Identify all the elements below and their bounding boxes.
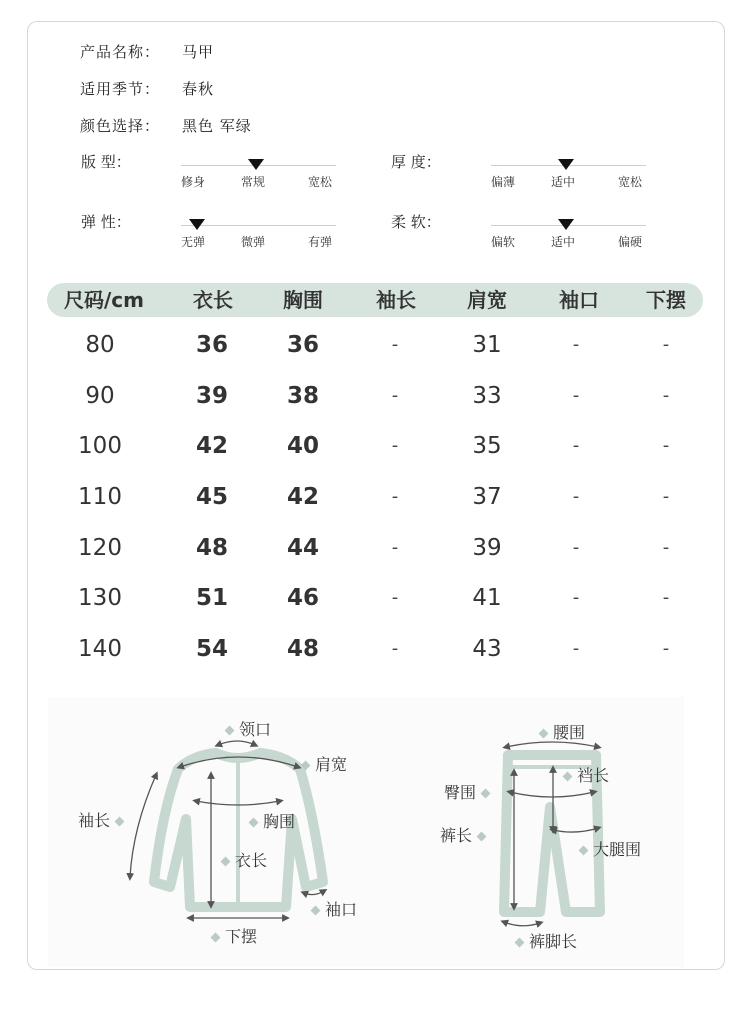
info-value: 春秋	[182, 80, 215, 98]
garment-illustration	[48, 697, 684, 967]
col-header: 肩宽	[467, 288, 507, 312]
scale-tick: 偏薄	[491, 175, 516, 189]
label-chest: 胸围	[244, 809, 295, 832]
col-header: 胸围	[283, 288, 323, 312]
scale-tick: 修身	[181, 175, 206, 189]
scale-elasticity	[81, 211, 351, 251]
scale-softness	[391, 211, 661, 251]
label-length: 衣长	[216, 848, 267, 871]
scale-tick: 宽松	[618, 175, 643, 189]
info-value: 马甲	[182, 43, 215, 61]
label-pants-length: 裤长	[440, 823, 491, 846]
table-cell: 42	[195, 433, 229, 459]
info-season	[80, 78, 214, 99]
label-cuff: 袖口	[306, 897, 357, 920]
scale-tick: 微弹	[241, 235, 266, 249]
measurement-diagram	[48, 697, 684, 967]
table-cell: 31	[472, 332, 502, 358]
table-cell: -	[572, 334, 580, 355]
label-leg-opening: 裤脚长	[510, 929, 577, 952]
table-cell: -	[572, 537, 580, 558]
table-cell: -	[572, 486, 580, 507]
table-cell: 33	[472, 383, 502, 409]
scale-marker	[558, 219, 574, 230]
scale-tick: 适中	[551, 175, 576, 189]
label-shoulder: 肩宽	[296, 752, 347, 775]
size-cell: 120	[78, 535, 122, 561]
scale-label: 弹 性：	[81, 213, 131, 231]
col-header: 袖长	[376, 288, 416, 312]
jacket-icon	[154, 753, 323, 907]
table-cell: -	[391, 435, 399, 456]
info-value: 黑色 军绿	[182, 117, 252, 135]
table-cell: -	[572, 435, 580, 456]
table-cell: -	[391, 486, 399, 507]
table-cell: -	[662, 385, 670, 406]
table-cell: -	[572, 638, 580, 659]
scale-tick: 宽松	[308, 175, 333, 189]
label-hem: 下摆	[206, 924, 257, 947]
scale-tick: 常规	[241, 175, 266, 189]
col-header: 尺码/cm	[64, 288, 144, 312]
table-cell: 36	[195, 332, 229, 358]
table-cell: 39	[195, 383, 229, 409]
info-color	[80, 115, 252, 136]
scale-tick: 适中	[551, 235, 576, 249]
label-sleeve: 袖长	[78, 808, 129, 831]
col-header: 下摆	[646, 288, 686, 312]
label-rise: 裆长	[558, 763, 609, 786]
scale-fit	[81, 151, 351, 191]
table-cell: -	[662, 435, 670, 456]
table-cell: 42	[286, 484, 320, 510]
table-cell: 48	[195, 535, 229, 561]
col-header: 袖口	[559, 288, 599, 312]
table-cell: 46	[286, 585, 320, 611]
scale-marker	[189, 219, 205, 230]
table-cell: 35	[472, 433, 502, 459]
table-cell: 38	[286, 383, 320, 409]
size-cell: 140	[78, 636, 122, 662]
table-cell: -	[391, 537, 399, 558]
table-cell: 43	[472, 636, 502, 662]
table-cell: 40	[286, 433, 320, 459]
scale-tick: 偏软	[491, 235, 516, 249]
table-cell: 45	[195, 484, 229, 510]
table-cell: -	[391, 638, 399, 659]
table-cell: 51	[195, 585, 229, 611]
table-cell: -	[572, 587, 580, 608]
size-table-header	[47, 283, 703, 317]
info-label: 产品名称：	[80, 43, 161, 61]
table-cell: -	[391, 334, 399, 355]
scale-tick: 无弹	[181, 235, 206, 249]
table-cell: -	[662, 638, 670, 659]
scale-label: 柔 软：	[391, 213, 441, 231]
table-cell: -	[572, 385, 580, 406]
table-cell: 44	[286, 535, 320, 561]
label-waist: 腰围	[534, 720, 585, 743]
table-cell: 41	[472, 585, 502, 611]
scale-tick: 有弹	[308, 235, 333, 249]
scale-label: 厚 度：	[391, 153, 441, 171]
label-collar: 领口	[220, 717, 271, 740]
size-cell: 110	[78, 484, 122, 510]
table-cell: 36	[286, 332, 320, 358]
info-label: 颜色选择：	[80, 117, 161, 135]
scale-marker	[558, 159, 574, 170]
table-cell: -	[662, 587, 670, 608]
table-cell: 39	[472, 535, 502, 561]
table-cell: -	[662, 486, 670, 507]
info-label: 适用季节：	[80, 80, 161, 98]
table-cell: -	[391, 385, 399, 406]
scale-label: 版 型：	[81, 153, 131, 171]
table-cell: -	[662, 334, 670, 355]
scale-tick: 偏硬	[618, 235, 643, 249]
scale-marker	[248, 159, 264, 170]
table-cell: -	[391, 587, 399, 608]
label-thigh: 大腿围	[574, 837, 641, 860]
table-cell: -	[662, 537, 670, 558]
scale-thickness	[391, 151, 661, 191]
size-cell: 100	[78, 433, 122, 459]
table-cell: 48	[286, 636, 320, 662]
col-header: 衣长	[193, 288, 233, 312]
table-cell: 37	[472, 484, 502, 510]
size-cell: 130	[78, 585, 122, 611]
label-hip: 臀围	[444, 780, 495, 803]
size-cell: 90	[85, 383, 115, 409]
table-cell: 54	[195, 636, 229, 662]
info-product-name	[80, 41, 214, 62]
size-cell: 80	[85, 332, 115, 358]
